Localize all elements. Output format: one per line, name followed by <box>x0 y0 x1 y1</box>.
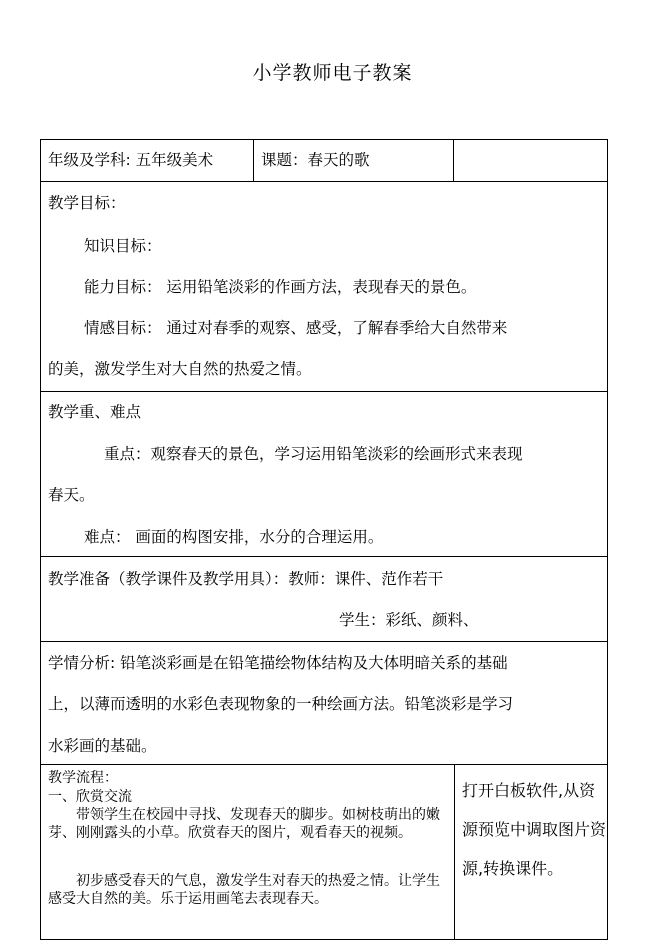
process-heading: 教学流程： <box>48 770 118 786</box>
page-title: 小学教师电子教案 <box>252 62 413 84</box>
topic-label: 课题：春天的歌 <box>261 151 370 169</box>
knowledge-objective: 知识目标： <box>84 237 162 255</box>
side-note: 打开白板软件,从资源预览中调取图片资源,转换课件。 <box>462 781 607 878</box>
analysis-line1: 学情分析: 铅笔淡彩画是在铅笔描绘物体结构及大体明暗关系的基础 <box>48 654 508 672</box>
grade-subject-label: 年级及学科: 五年级美术 <box>48 151 214 169</box>
emotion-objective-line2: 的美，激发学生对大自然的热爱之情。 <box>48 360 312 378</box>
key-point-line2: 春天。 <box>48 486 95 504</box>
key-point-line1: 重点：观察春天的景色，学习运用铅笔淡彩的绘画形式来表现 <box>104 445 523 463</box>
key-points-heading: 教学重、难点 <box>48 403 142 421</box>
preparation-teacher: 教学准备（教学课件及教学用具）：教师：课件、范作若干 <box>48 570 444 588</box>
emotion-objective-line1: 情感目标： 通过对春季的观察、感受，了解春季给大自然带来 <box>84 319 508 337</box>
process-section-1: 一、欣赏交流 <box>48 789 132 805</box>
objectives-heading: 教学目标： <box>48 194 126 212</box>
process-paragraph-1: 带领学生在校园中寻找、发现春天的脚步。如树枝萌出的嫩芽、刚刚露头的小草。欣赏春天的图片，观看春天的视频。 <box>48 807 440 841</box>
analysis-line3: 水彩画的基础。 <box>48 737 157 755</box>
analysis-line2: 上，以薄而透明的水彩色表现物象的一种绘画方法。铅笔淡彩是学习 <box>48 695 514 713</box>
empty-header-cell <box>453 139 608 182</box>
difficult-point: 难点： 画面的构图安排，水分的合理运用。 <box>84 528 384 546</box>
process-paragraph-2: 初步感受春天的气息，激发学生对春天的热爱之情。让学生感受大自然的美。乐于运用画笔去表现春天。 <box>48 873 440 907</box>
ability-objective: 能力目标： 运用铅笔淡彩的作画方法，表现春天的景色。 <box>84 278 477 296</box>
preparation-student: 学生：彩纸、颜料、 <box>339 611 479 629</box>
